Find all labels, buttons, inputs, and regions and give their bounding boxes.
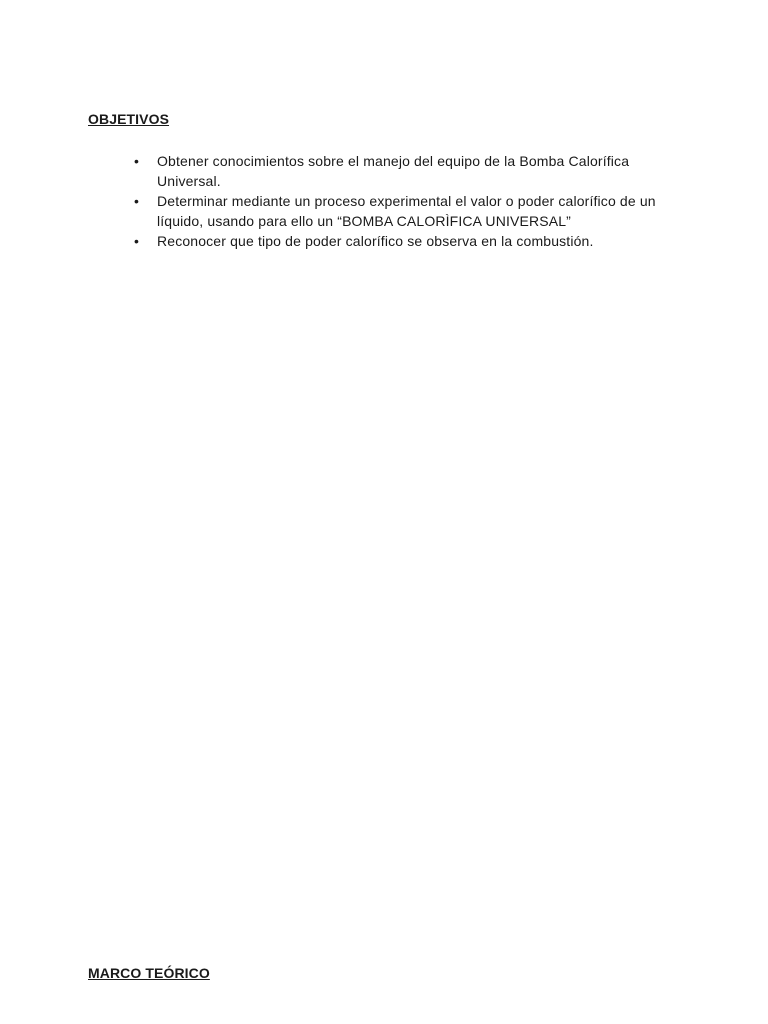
section-heading-marco-teorico: MARCO TEÓRICO bbox=[88, 965, 210, 981]
objectives-list bbox=[134, 151, 694, 251]
bullet-icon: • bbox=[134, 233, 140, 249]
bullet-icon: • bbox=[134, 193, 140, 209]
objective-text: Determinar mediante un proceso experimental el valor o poder calorífico de un líquido, usando para ello un “BOMBA CALORÌFICA UNIVERSAL” bbox=[157, 193, 656, 229]
objective-text: Reconocer que tipo de poder calorífico se observa en la combustión. bbox=[157, 233, 594, 249]
bullet-icon: • bbox=[134, 153, 140, 169]
section-heading-objetivos: OBJETIVOS bbox=[88, 111, 170, 127]
list-item bbox=[134, 191, 694, 231]
objective-text: Obtener conocimientos sobre el manejo del equipo de la Bomba Calorífica Universal. bbox=[157, 153, 630, 189]
list-item bbox=[134, 151, 694, 191]
list-item bbox=[134, 231, 694, 251]
